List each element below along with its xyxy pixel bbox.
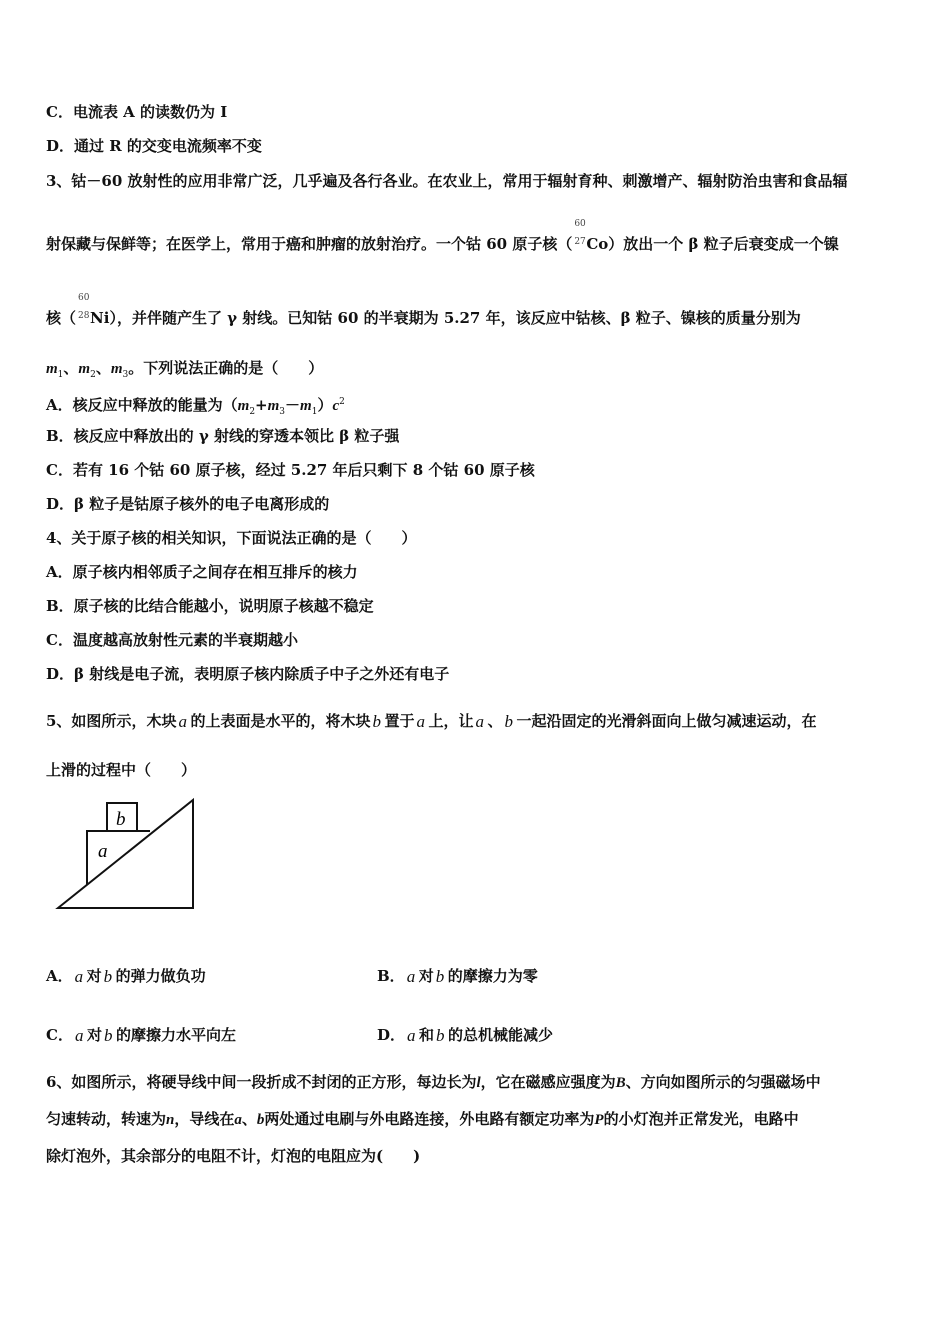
q6-l2c: 两处通过电刷与外电路连接，外电路有额定功率为 <box>264 1110 595 1128</box>
q5-c-label: C． <box>46 1026 73 1044</box>
q5-b-text: 的摩擦力为零 <box>447 967 538 985</box>
m1: m <box>46 361 58 377</box>
q5-a-text: 的弹力做负功 <box>115 967 206 985</box>
q5-a-label: A． <box>46 967 73 985</box>
q3-line2-start: 射保藏与保鲜等；在医学上，常用于癌和肿瘤的放射治疗。一个钴 60 原子核（ <box>46 235 573 253</box>
q5-option-c <box>46 1025 236 1045</box>
q3-option-b: B．核反应中释放出的 γ 射线的穿透本领比 β 粒子强 <box>46 427 400 445</box>
q5-var-b1: b <box>372 712 381 731</box>
q5-s2: 的上表面是水平的，将木块 <box>190 712 371 730</box>
q3-stem-line2 <box>46 219 839 254</box>
co-atomic-number: 27 <box>574 237 586 247</box>
q6-n: n <box>166 1112 175 1128</box>
ni-symbol: Ni <box>90 309 110 327</box>
q5-stem-line2: 上滑的过程中（ ） <box>46 761 197 779</box>
a-exp: 2 <box>339 397 345 407</box>
q5-s3: 置于 <box>384 712 415 730</box>
q4-option-d: D．β 射线是电子流，表明原子核内除质子中子之外还有电子 <box>46 665 450 683</box>
q5-stem-line1 <box>46 711 817 731</box>
a-c: c <box>332 398 340 414</box>
q6-l2b: ，导线在 <box>174 1110 235 1128</box>
a-m1: m <box>300 398 312 414</box>
m2: m <box>78 361 91 377</box>
q6-l1a: 6、如图所示，将硬导线中间一段折成不封闭的正方形，每边长为 <box>46 1073 477 1091</box>
q5-var-a1: a <box>178 712 187 731</box>
q6-stem-line2 <box>46 1109 799 1130</box>
q5-var-a2: a <box>416 712 425 731</box>
q3-stem-line3 <box>46 293 801 328</box>
q6-l: l <box>476 1075 481 1091</box>
q5-d-text: 的总机械能减少 <box>448 1026 554 1044</box>
q5-option-b <box>377 966 538 986</box>
q5-c-mid: 对 <box>86 1026 102 1044</box>
q5-option-d <box>377 1025 553 1045</box>
a-m3: m <box>267 398 280 414</box>
q5-var-a3: a <box>475 712 484 731</box>
q4-option-c: C．温度越高放射性元素的半衰期越小 <box>46 631 298 649</box>
block-a-label: a <box>98 841 108 862</box>
block-b-label: b <box>116 809 126 830</box>
q5-c-va: a <box>74 1026 84 1045</box>
q4-option-b: B．原子核的比结合能越小，说明原子核越不稳定 <box>46 597 374 615</box>
q5-option-a <box>46 966 206 986</box>
q3-option-d: D．β 粒子是钴原子核外的电子电离形成的 <box>46 495 330 513</box>
ni-mass-number: 60 <box>78 293 90 303</box>
q3-line2-end: ）放出一个 β 粒子后衰变成一个镍 <box>608 235 839 253</box>
cobalt-isotope <box>572 219 586 254</box>
q6-l1b: ，它在磁感应强度为 <box>480 1073 616 1091</box>
q6-stem-line3: 除灯泡外，其余部分的电阻不计，灯泡的电阻应为( ) <box>46 1147 421 1165</box>
q5-a-mid: 对 <box>86 967 102 985</box>
q5-s5: 、 <box>487 712 503 730</box>
q2-option-d: D．通过 R 的交变电流频率不变 <box>46 137 262 155</box>
q6-stem-line1 <box>46 1072 821 1093</box>
co-symbol: Co <box>586 235 609 253</box>
q5-d-vb: b <box>436 1026 445 1045</box>
q6-l2d: 的小灯泡并正常发光，电路中 <box>603 1110 799 1128</box>
q5-d-label: D． <box>377 1026 406 1044</box>
ni-atomic-number: 28 <box>78 311 90 321</box>
incline-figure <box>50 795 200 913</box>
q6-a: a <box>234 1112 242 1128</box>
q3-option-c: C．若有 16 个钴 60 原子核，经过 5.27 年后只剩下 8 个钴 60 原子核 <box>46 461 535 479</box>
m3: m <box>110 361 123 377</box>
q6-B: B <box>615 1075 626 1091</box>
q5-a-vb: b <box>103 967 113 986</box>
q5-var-b2: b <box>504 712 514 731</box>
q4-stem: 4、关于原子核的相关知识，下面说法正确的是（ ） <box>46 529 417 547</box>
q3-option-a-label: A．核反应中释放的能量为（ <box>46 396 238 414</box>
q4-option-a: A．原子核内相邻质子之间存在相互排斥的核力 <box>46 563 358 581</box>
q5-b-label: B． <box>377 967 405 985</box>
q3-stem-line1: 3、钴－60 放射性的应用非常广泛，几乎遍及各行各业。在农业上，常用于辐射育种、刺激增产、辐射防治虫害和食品辐 <box>46 172 848 190</box>
q6-P: P <box>594 1112 604 1128</box>
q6-l2a: 匀速转动，转速为 <box>46 1110 167 1128</box>
q3-stem-line4: $m_1$、$m_2$、$m_3$。下列说法正确的是（ ） <box>46 359 324 380</box>
q5-b-vb: b <box>435 967 445 986</box>
q2-option-c: C．电流表 A 的读数仍为 I <box>46 103 228 121</box>
q6-sep: 、 <box>241 1110 257 1128</box>
q6-l1c: 、方向如图所示的匀强磁场中 <box>625 1073 821 1091</box>
q3-line3-end: ），并伴随产生了 γ 射线。已知钴 60 的半衰期为 5.27 年，该反应中钴核、β 粒子、镍核的质量分别为 <box>109 309 801 327</box>
q5-b-va: a <box>406 967 416 986</box>
co-mass-number: 60 <box>574 219 586 229</box>
q5-c-vb: b <box>103 1026 113 1045</box>
q3-line4-end: 。下列说法正确的是（ ） <box>128 359 324 377</box>
q5-d-mid: 和 <box>419 1026 435 1044</box>
q3-line3-start: 核（ <box>46 309 77 327</box>
q5-b-mid: 对 <box>418 967 434 985</box>
q5-a-va: a <box>74 967 84 986</box>
q6-b: b <box>256 1112 265 1128</box>
q5-c-text: 的摩擦力水平向左 <box>115 1026 236 1044</box>
q5-s6: 一起沿固定的光滑斜面向上做匀减速运动，在 <box>516 712 817 730</box>
q5-s4: 上，让 <box>428 712 474 730</box>
q5-s1: 5、如图所示，木块 <box>46 712 177 730</box>
q3-option-a: A．核反应中释放的能量为$(m_2+m_3-m_1)c^2$ <box>46 396 345 417</box>
a-paren: ） <box>317 396 333 414</box>
q5-d-va: a <box>407 1026 416 1045</box>
a-m2: m <box>237 398 250 414</box>
nickel-isotope <box>76 293 90 328</box>
